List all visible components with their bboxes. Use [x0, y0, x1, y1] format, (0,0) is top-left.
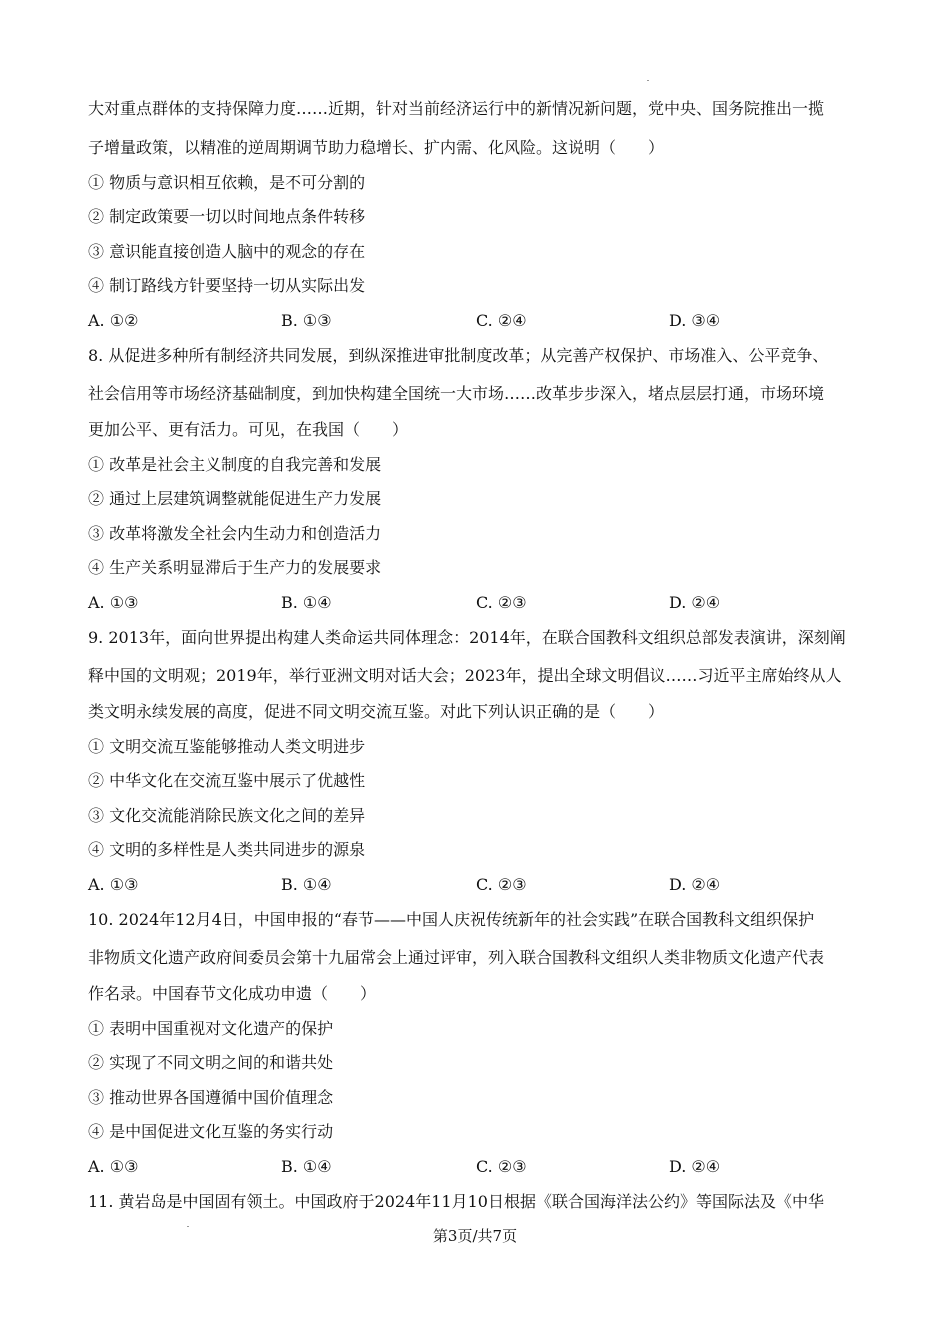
q9-option-b: B. ①④	[281, 875, 332, 894]
q9-item-2: ② 中华文化在交流互鉴中展示了优越性	[88, 771, 366, 790]
q9-stem-line-1: 9. 2013年，面向世界提出构建人类命运共同体理念：2014年，在联合国教科文组织总部发表演讲，深刻阐	[88, 628, 846, 647]
q10-stem-line-3: 作名录。中国春节文化成功申遗（ ）	[88, 984, 377, 1003]
q10-option-b: B. ①④	[281, 1157, 332, 1176]
q9-option-a: A. ①③	[88, 875, 139, 894]
q10-item-4: ④ 是中国促进文化互鉴的务实行动	[88, 1122, 334, 1141]
q9-item-1: ① 文明交流互鉴能够推动人类文明进步	[88, 737, 366, 756]
q7-item-2: ② 制定政策要一切以时间地点条件转移	[88, 207, 366, 226]
q8-option-a: A. ①③	[88, 593, 139, 612]
q8-option-d: D. ②④	[669, 593, 721, 612]
q10-options	[88, 1157, 848, 1177]
scan-speck	[647, 80, 649, 81]
q7-item-4: ④ 制订路线方针要坚持一切从实际出发	[88, 276, 366, 295]
q9-item-3: ③ 文化交流能消除民族文化之间的差异	[88, 806, 366, 825]
q10-item-3: ③ 推动世界各国遵循中国价值理念	[88, 1088, 334, 1107]
q7-option-d: D. ③④	[669, 311, 721, 330]
q7-option-b: B. ①③	[281, 311, 332, 330]
q9-stem-line-2: 释中国的文明观；2019年，举行亚洲文明对话大会；2023年，提出全球文明倡议……习近平主席始终从人	[88, 666, 842, 685]
q7-stem-line-1: 大对重点群体的支持保障力度……近期，针对当前经济运行中的新情况新问题，党中央、国务院推出一揽	[88, 99, 825, 118]
q8-item-3: ③ 改革将激发全社会内生动力和创造活力	[88, 524, 382, 543]
q9-option-c: C. ②③	[476, 875, 527, 894]
q8-stem-line-3: 更加公平、更有活力。可见，在我国（ ）	[88, 420, 409, 439]
q7-item-1: ① 物质与意识相互依赖，是不可分割的	[88, 173, 366, 192]
q8-stem-line-1: 8. 从促进多种所有制经济共同发展，到纵深推进审批制度改革；从完善产权保护、市场准入、公平竞争、	[88, 346, 829, 365]
q8-option-b: B. ①④	[281, 593, 332, 612]
q10-option-c: C. ②③	[476, 1157, 527, 1176]
q8-item-2: ② 通过上层建筑调整就能促进生产力发展	[88, 489, 382, 508]
scan-speck	[187, 1226, 189, 1227]
q10-option-a: A. ①③	[88, 1157, 139, 1176]
q8-item-1: ① 改革是社会主义制度的自我完善和发展	[88, 455, 382, 474]
q7-options	[88, 311, 848, 331]
q8-item-4: ④ 生产关系明显滞后于生产力的发展要求	[88, 558, 382, 577]
q7-option-a: A. ①②	[88, 311, 139, 330]
q9-options	[88, 875, 848, 895]
q9-stem-line-3: 类文明永续发展的高度，促进不同文明交流互鉴。对此下列认识正确的是（ ）	[88, 702, 665, 721]
q7-item-3: ③ 意识能直接创造人脑中的观念的存在	[88, 242, 366, 261]
q9-item-4: ④ 文明的多样性是人类共同进步的源泉	[88, 840, 366, 859]
q10-option-d: D. ②④	[669, 1157, 721, 1176]
page-number-footer: 第3页/共7页	[432, 1227, 518, 1245]
q10-stem-line-2: 非物质文化遗产政府间委员会第十九届常会上通过评审，列入联合国教科文组织人类非物质文化遗产代表	[88, 948, 825, 967]
q7-option-c: C. ②④	[476, 311, 527, 330]
q9-option-d: D. ②④	[669, 875, 721, 894]
q10-item-2: ② 实现了不同文明之间的和谐共处	[88, 1053, 334, 1072]
q8-options	[88, 593, 848, 613]
q8-option-c: C. ②③	[476, 593, 527, 612]
q10-stem-line-1: 10. 2024年12月4日，中国申报的“春节——中国人庆祝传统新年的社会实践”在联合国教科文组织保护	[88, 910, 815, 929]
q7-stem-line-2: 子增量政策，以精准的逆周期调节助力稳增长、扩内需、化风险。这说明（ ）	[88, 138, 665, 157]
q11-stem-line-1: 11. 黄岩岛是中国固有领土。中国政府于2024年11月10日根据《联合国海洋法公约》等国际法及《中华	[88, 1192, 824, 1211]
q10-item-1: ① 表明中国重视对文化遗产的保护	[88, 1019, 334, 1038]
q8-stem-line-2: 社会信用等市场经济基础制度，到加快构建全国统一大市场……改革步步深入，堵点层层打通，市场环境	[88, 384, 825, 403]
